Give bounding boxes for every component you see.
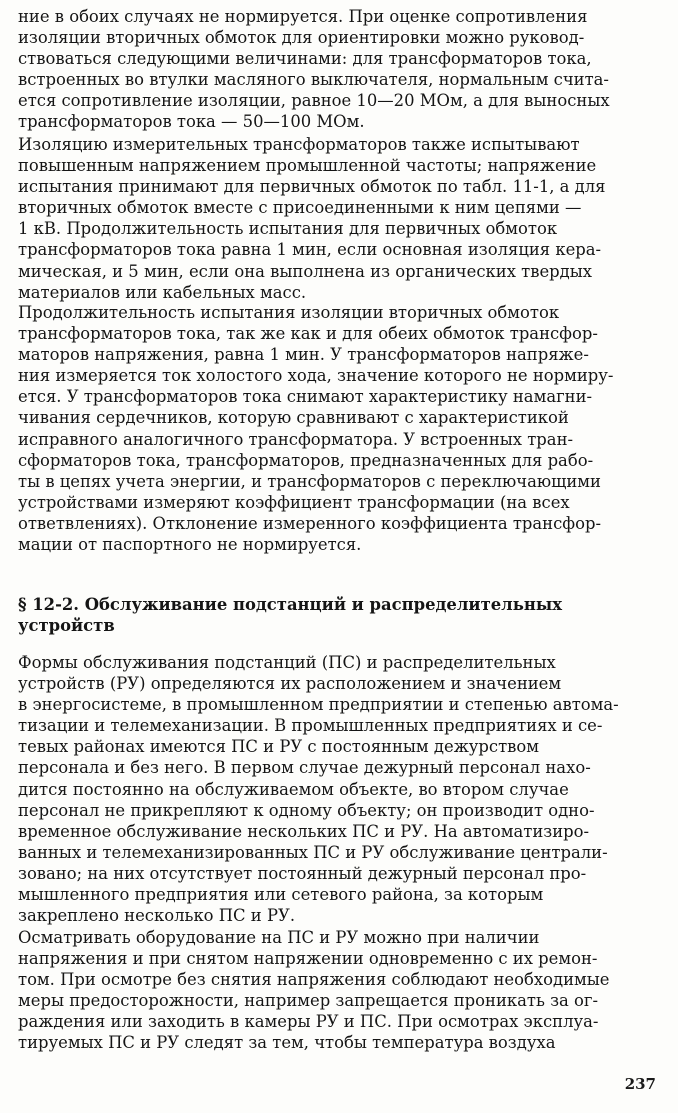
paragraph-2: Изоляцию измерительных трансформаторов также испытывают повышенным напряжением промышленной частоты; напряжение испытания принимают для первичных обмоток по табл. 11-1, а для вторичных обмоток вместе с присоединенными к ним цепями — 1 кВ. Продолжительность испытания для первичных обмоток трансформаторов тока равна 1 мин, если основная изоляция кера- мическая, и 5 мин, если она выполнена из органических твердых материалов или кабельных масс. bbox=[18, 135, 606, 302]
paragraph-1: ние в обоих случаях не нормируется. При оценке сопротивления изоляции вторичных обмоток для ориентировки можно руковод- ствоваться следующими величинами: для трансформаторов тока, встроенных во втулки масляного выключателя, нормальным счита- ется сопротивление изоляции, равное 10—20 МОм, а для выносных трансформаторов тока — 50—100 МОм. bbox=[18, 7, 610, 132]
paragraph-4: Формы обслуживания подстанций (ПС) и распределительных устройств (РУ) определяются их расположением и значением в энергосистеме, в промышленном предприятии и степенью автома- тизации и телемеханизации. В промышленных предприятиях и се- тевых районах имеются ПС и РУ с постоянным дежурством персонала и без него. В первом случае дежурный персонал нахо- дится постоянно на обслуживаемом объекте, во втором случае персонал не прикрепляют к одному объекту; он производит одно- временное обслуживание нескольких ПС и РУ. На автоматизиро- ванных и телемеханизированных ПС и РУ обслуживание централи- зовано; на них отсутствует постоянный дежурный персонал про- мышленного предприятия или сетевого района, за которым закреплено несколько ПС и РУ. bbox=[18, 653, 619, 926]
page-number: 237 bbox=[624, 1075, 656, 1093]
paragraph-5: Осматривать оборудование на ПС и РУ можно при наличии напряжения и при снятом напряжении одновременно с их ремон- том. При осмотре без снятия напряжения соблюдают необходимые меры предосторожности, например запрещается проникать за ог- раждения или заходить в камеры РУ и ПС. При осмотрах эксплуа- тируемых ПС и РУ следят за тем, чтобы температура воздуха bbox=[18, 928, 610, 1053]
paragraph-3: Продолжительность испытания изоляции вторичных обмоток трансформаторов тока, так же как и для обеих обмоток трансфор- маторов напряжения, равна 1 мин. У трансформаторов напряже- ния измеряется ток холостого хода, значение которого не нормиру- ется. У трансформаторов тока снимают характеристику намагни- чивания сердечников, которую сравнивают с характеристикой исправного аналогичного трансформатора. У встроенных тран- сформаторов тока, трансформаторов, предназначенных для рабо- ты в цепях учета энергии, и трансформаторов с переключающими устройствами измеряют коэффициент трансформации (на всех ответвлениях). Отклонение измеренного коэффициента трансфор- мации от паспортного не нормируется. bbox=[18, 303, 614, 555]
page-text-column bbox=[18, 6, 658, 1054]
section-heading: § 12-2. Обслуживание подстанций и распределительных устройств bbox=[18, 595, 563, 635]
